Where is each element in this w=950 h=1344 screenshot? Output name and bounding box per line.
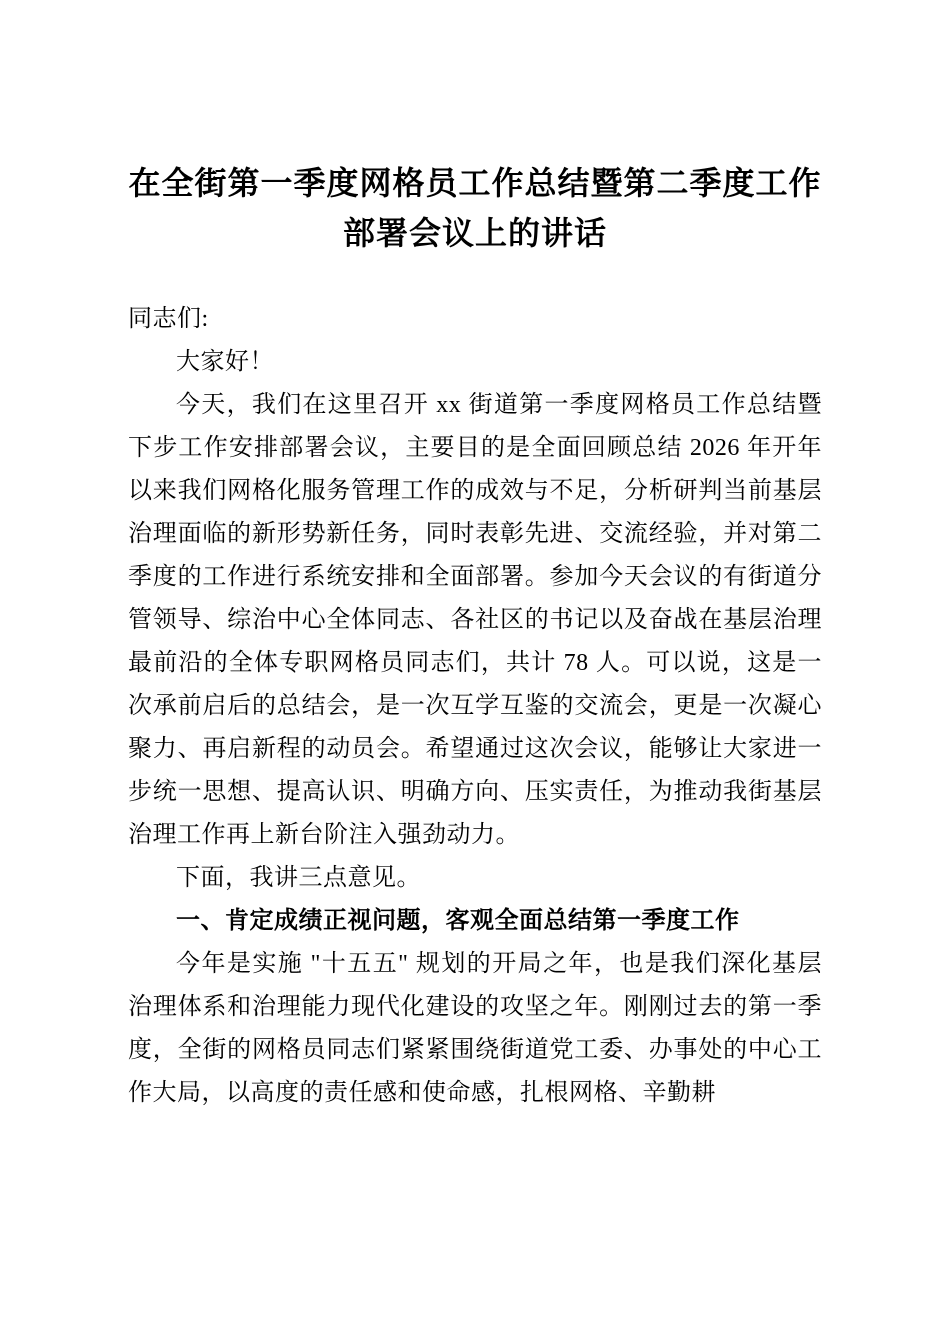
paragraph-body: 下面，我讲三点意见。 <box>176 865 421 891</box>
document-body <box>128 298 822 1115</box>
paragraph-heading: 一、肯定成绩正视问题，客观全面总结第一季度工作 <box>176 908 740 934</box>
paragraph-body: 今天，我们在这里召开 xx 街道第一季度网格员工作总结暨下步工作安排部署会议，主要目的是全面回顾总结 2026 年开年以来我们网格化服务管理工作的成效与不足，分析研判当前基层治理面临的新形势新任务，同时表彰先进、交流经验，并对第二季度的工作进行系统安排和全面部署。参加今天会议的有街道分管领导、综治中心全体同志、各社区的书记以及奋战在基层治理最前沿的全体专职网格员同志们，共计 78 人。可以说，这是一次承前启后的总结会，是一次互学互鉴的交流会，更是一次凝心聚力、再启新程的动员会。希望通过这次会议，能够让大家进一步统一思想、提高认识、明确方向、压实责任，为推动我街基层治理工作再上新台阶注入强劲动力。 <box>128 392 822 848</box>
document-title: 在全街第一季度网格员工作总结暨第二季度工作部署会议上的讲话 <box>128 165 822 251</box>
paragraph-body: 大家好！ <box>176 349 274 375</box>
paragraph-body: 今年是实施 "十五五" 规划的开局之年，也是我们深化基层治理体系和治理能力现代化建设的攻坚之年。刚刚过去的第一季度，全街的网格员同志们紧紧围绕街道党工委、办事处的中心工作大局，以高度的责任感和使命感，扎根网格、辛勤耕 <box>128 951 822 1106</box>
paragraph-salutation: 同志们: <box>128 306 209 332</box>
